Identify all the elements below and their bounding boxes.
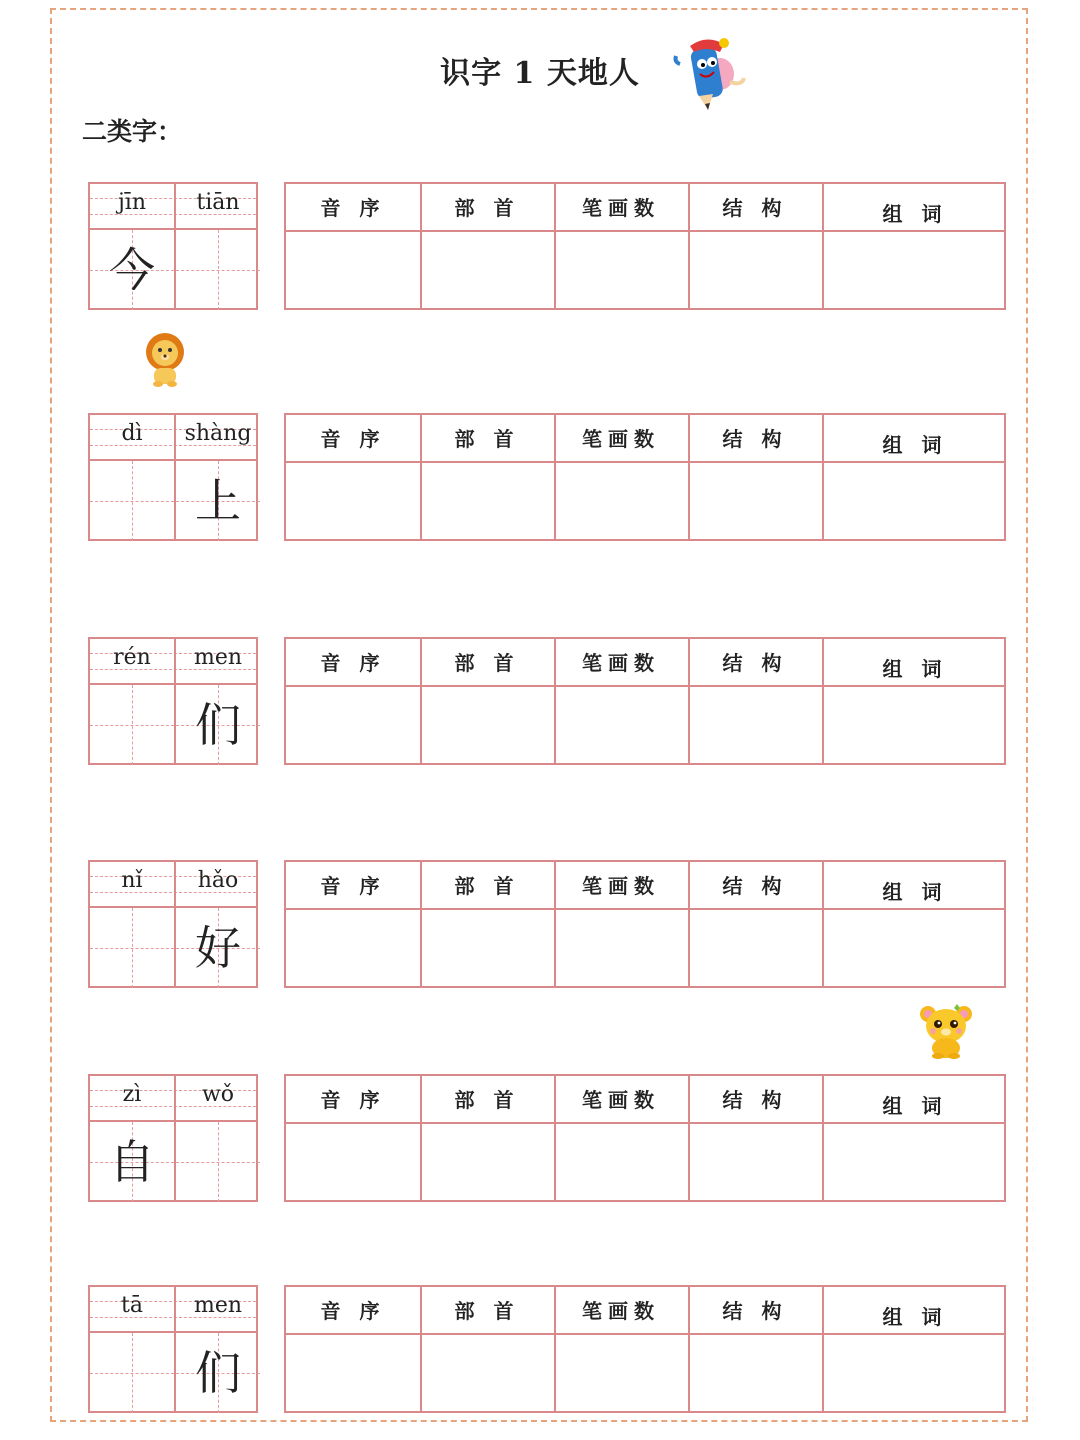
table-header-cell: 组 词	[882, 202, 948, 226]
table-header-cell: 笔画数	[582, 196, 660, 220]
hanzi-character: 上	[195, 474, 241, 528]
table-header-cell: 结 构	[722, 651, 788, 675]
table-header-cell: 部 首	[454, 1088, 520, 1112]
pinyin-label: dì	[121, 421, 143, 446]
table-header-cell: 笔画数	[582, 874, 660, 898]
answer-cell[interactable]	[420, 1124, 554, 1200]
section-label: 二类字：	[82, 117, 183, 146]
teddy-bear-icon	[916, 1002, 976, 1060]
table-header-cell: 组 词	[882, 880, 948, 904]
table-header-cell: 组 词	[882, 657, 948, 681]
table-header-cell: 组 词	[882, 433, 948, 457]
hanzi-character: 们	[195, 698, 241, 752]
table-header-cell: 组 词	[882, 1305, 948, 1329]
character-row	[88, 637, 1006, 765]
pinyin-label: men	[193, 1293, 243, 1318]
answer-cell[interactable]	[286, 687, 420, 763]
answer-cell[interactable]	[286, 1124, 420, 1200]
table-header-cell: 音 序	[320, 1299, 386, 1323]
pinyin-label: tiān	[196, 190, 240, 215]
pinyin-label: hǎo	[197, 868, 239, 893]
table-header-cell: 笔画数	[582, 651, 660, 675]
answer-cell[interactable]	[554, 1335, 688, 1411]
tianzige-grid	[88, 413, 258, 541]
answer-cell[interactable]	[688, 232, 822, 308]
table-header-cell: 部 首	[454, 651, 520, 675]
pinyin-label: jīn	[117, 190, 147, 215]
pinyin-label: wǒ	[201, 1082, 235, 1107]
table-header-cell: 结 构	[722, 874, 788, 898]
answer-cell[interactable]	[554, 687, 688, 763]
pinyin-label: zì	[122, 1082, 142, 1107]
page-title: 识字 1 天地人	[440, 56, 640, 91]
answer-cell[interactable]	[822, 232, 1008, 308]
lion-icon	[142, 332, 188, 388]
tianzige-grid	[88, 182, 258, 310]
character-info-table	[284, 413, 1006, 541]
character-row	[88, 860, 1006, 988]
answer-cell[interactable]	[554, 1124, 688, 1200]
answer-cell[interactable]	[822, 910, 1008, 986]
table-header-cell: 结 构	[722, 1088, 788, 1112]
character-row	[88, 1285, 1006, 1413]
character-info-table	[284, 1074, 1006, 1202]
table-header-cell: 部 首	[454, 196, 520, 220]
answer-cell[interactable]	[688, 687, 822, 763]
table-header-cell: 音 序	[320, 1088, 386, 1112]
table-header-cell: 音 序	[320, 427, 386, 451]
tianzige-grid	[88, 1074, 258, 1202]
answer-cell[interactable]	[822, 463, 1008, 539]
character-row	[88, 413, 1006, 541]
character-info-table	[284, 182, 1006, 310]
table-header-cell: 结 构	[722, 1299, 788, 1323]
character-info-table	[284, 637, 1006, 765]
table-header-cell: 音 序	[320, 196, 386, 220]
table-header-cell: 音 序	[320, 874, 386, 898]
pinyin-label: rén	[113, 645, 151, 670]
table-header-cell: 结 构	[722, 427, 788, 451]
hanzi-character: 自	[109, 1135, 155, 1189]
pinyin-label: nǐ	[121, 868, 143, 893]
character-row	[88, 182, 1006, 310]
answer-cell[interactable]	[554, 463, 688, 539]
answer-cell[interactable]	[286, 463, 420, 539]
answer-cell[interactable]	[688, 910, 822, 986]
hanzi-character: 好	[195, 921, 241, 975]
table-header-cell: 结 构	[722, 196, 788, 220]
table-header-cell: 部 首	[454, 427, 520, 451]
pencil-mascot-icon	[672, 34, 748, 114]
table-header-cell: 组 词	[882, 1094, 948, 1118]
answer-cell[interactable]	[420, 232, 554, 308]
table-header-cell: 笔画数	[582, 1088, 660, 1112]
character-row	[88, 1074, 1006, 1202]
answer-cell[interactable]	[420, 687, 554, 763]
table-header-cell: 笔画数	[582, 1299, 660, 1323]
answer-cell[interactable]	[420, 910, 554, 986]
table-header-cell: 音 序	[320, 651, 386, 675]
answer-cell[interactable]	[286, 232, 420, 308]
answer-cell[interactable]	[822, 1124, 1008, 1200]
table-header-cell: 部 首	[454, 1299, 520, 1323]
tianzige-grid	[88, 637, 258, 765]
tianzige-grid	[88, 860, 258, 988]
answer-cell[interactable]	[822, 687, 1008, 763]
answer-cell[interactable]	[554, 232, 688, 308]
character-info-table	[284, 860, 1006, 988]
character-info-table	[284, 1285, 1006, 1413]
tianzige-grid	[88, 1285, 258, 1413]
answer-cell[interactable]	[688, 463, 822, 539]
answer-cell[interactable]	[286, 910, 420, 986]
table-header-cell: 部 首	[454, 874, 520, 898]
pinyin-label: shàng	[184, 421, 252, 446]
pinyin-label: tā	[121, 1293, 143, 1318]
answer-cell[interactable]	[420, 1335, 554, 1411]
answer-cell[interactable]	[554, 910, 688, 986]
hanzi-character: 今	[109, 243, 155, 297]
answer-cell[interactable]	[688, 1335, 822, 1411]
hanzi-character: 们	[195, 1346, 241, 1400]
pinyin-label: men	[193, 645, 243, 670]
answer-cell[interactable]	[822, 1335, 1008, 1411]
answer-cell[interactable]	[688, 1124, 822, 1200]
table-header-cell: 笔画数	[582, 427, 660, 451]
answer-cell[interactable]	[420, 463, 554, 539]
answer-cell[interactable]	[286, 1335, 420, 1411]
